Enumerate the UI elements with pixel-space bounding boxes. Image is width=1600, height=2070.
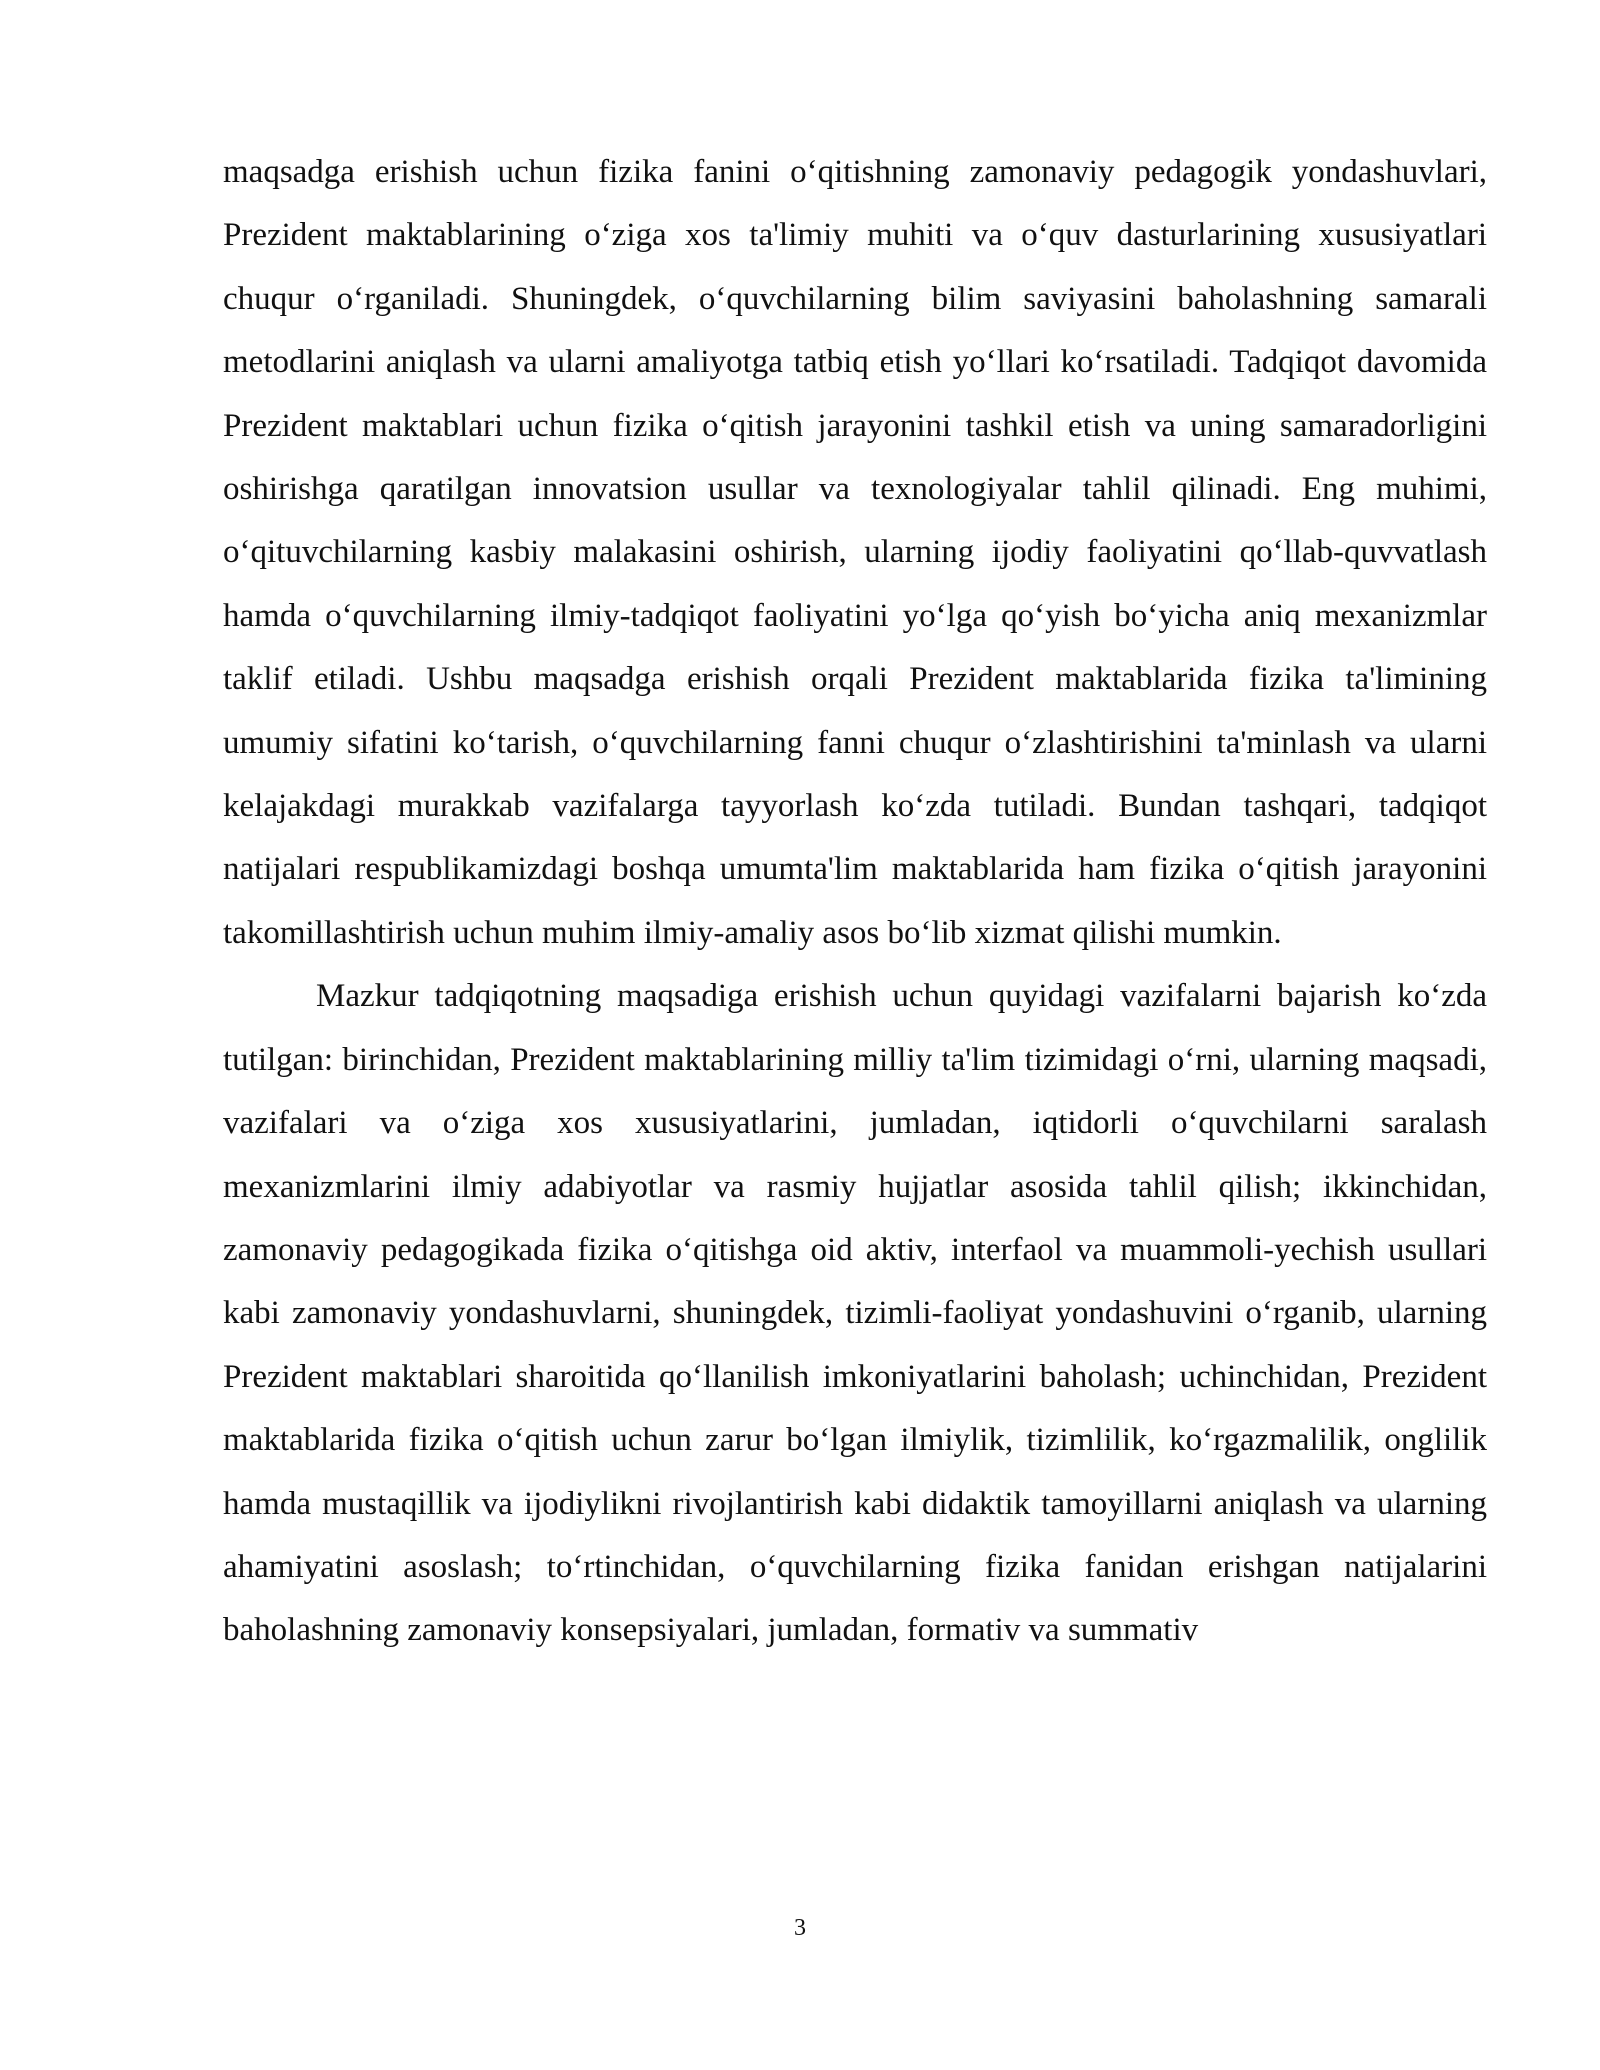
page-number: 3 <box>794 1915 806 1941</box>
paragraph-continuation: maqsadga erishish uchun fizika fanini o‘qitishning zamonaviy pedagogik yondashuvlari, Prezident maktablarining o‘ziga xos ta'limiy muhiti va o‘quv dasturlarining xususiyatlari chuqur o‘rganiladi. Shuningdek, o‘quvchilarning bilim saviyasini baholashning samarali metodlarini aniqlash va ularni amaliyotga tatbiq etish yo‘llari ko‘rsatiladi. Tadqiqot davomida Prezident maktablari uchun fizika o‘qitish jarayonini tashkil etish va uning samaradorligini oshirishga qaratilgan innovatsion usullar va texnologiyalar tahlil qilinadi. Eng muhimi, o‘qituvchilarning kasbiy malakasini oshirish, ularning ijodiy faoliyatini qo‘llab-quvvatlash hamda o‘quvchilarning ilmiy-tadqiqot faoliyatini yo‘lga qo‘yish bo‘yicha aniq mexanizmlar taklif etiladi. Ushbu maqsadga erishish orqali Prezident maktablarida fizika ta'limining umumiy sifatini ko‘tarish, o‘quvchilarning fanni chuqur o‘zlashtirishini ta'minlash va ularni kelajakdagi murakkab vazifalarga tayyorlash ko‘zda tutiladi. Bundan tashqari, tadqiqot natijalari respublikamizdagi boshqa umumta'lim maktablarida ham fizika o‘qitish jarayonini takomillashtirish uchun muhim ilmiy-amaliy asos bo‘lib xizmat qilishi mumkin. <box>223 154 1487 951</box>
body-text <box>223 141 1487 1663</box>
paragraph-tasks: Mazkur tadqiqotning maqsadiga erishish uchun quyidagi vazifalarni bajarish ko‘zda tutilgan: birinchidan, Prezident maktablarining milliy ta'lim tizimidagi o‘rni, ularning maqsadi, vazifalari va o‘ziga xos xususiyatlarini, jumladan, iqtidorli o‘quvchilarni saralash mexanizmlarini ilmiy adabiyotlar va rasmiy hujjatlar asosida tahlil qilish; ikkinchidan, zamonaviy pedagogikada fizika o‘qitishga oid aktiv, interfaol va muammoli-yechish usullari kabi zamonaviy yondashuvlarni, shuningdek, tizimli-faoliyat yondashuvini o‘rganib, ularning Prezident maktablari sharoitida qo‘llanilish imkoniyatlarini baholash; uchinchidan, Prezident maktablarida fizika o‘qitish uchun zarur bo‘lgan ilmiylik, tizimlilik, ko‘rgazmalilik, onglilik hamda mustaqillik va ijodiylikni rivojlantirish kabi didaktik tamoyillarni aniqlash va ularning ahamiyatini asoslash; to‘rtinchidan, o‘quvchilarning fizika fanidan erishgan natijalarini baholashning zamonaviy konsepsiyalari, jumladan, formativ va summativ <box>223 978 1487 1649</box>
